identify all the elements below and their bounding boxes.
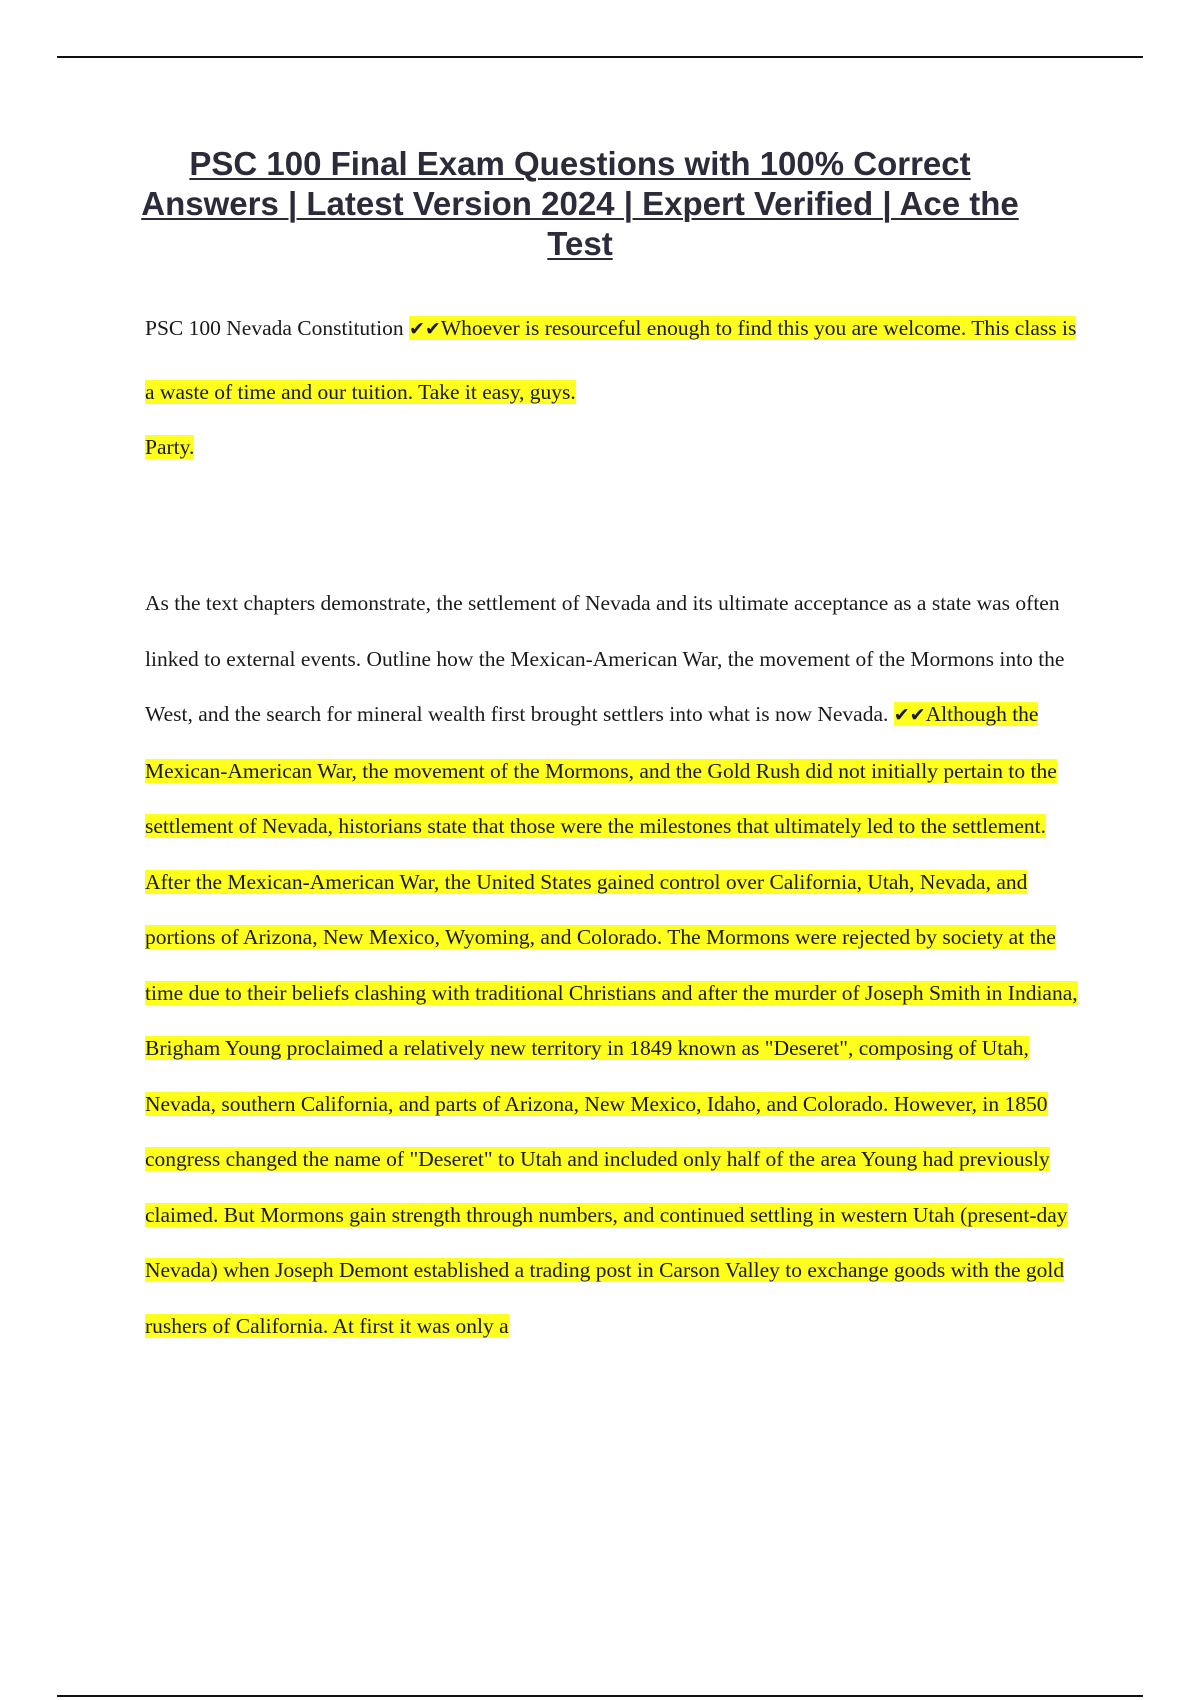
bottom-rule [57,1695,1143,1697]
entry-2 [145,576,1090,1354]
answer-continued-text: Party. [145,435,195,459]
question-text: PSC 100 Nevada Constitution [145,316,404,340]
top-rule [57,56,1143,58]
document-title: PSC 100 Final Exam Questions with 100% Correct Answers | Latest Version 2024 | Expert Verified | Ace the Test [141,145,1019,262]
answer-highlight [145,702,1078,1338]
check-mark-icon: ✔✔ [408,318,441,340]
answer-text: Whoever is resourceful enough to find this you are welcome. This class is a waste of time and our tuition. Take it easy, guys. [145,316,1077,404]
answer-text: Although the Mexican-American War, the movement of the Mormons, and the Gold Rush did not initially pertain to the settlement of Nevada, historians state that those were the milestones that ultimately led to the settlement. After the Mexican-American War, the United States gained control over California, Utah, Nevada, and portions of Arizona, New Mexico, Wyoming, and Colorado. The Mormons were rejected by society at the time due to their beliefs clashing with traditional Christians and after the murder of Joseph Smith in Indiana, Brigham Young proclaimed a relatively new territory in 1849 known as "Deseret", composing of Utah, Nevada, southern California, and parts of Arizona, New Mexico, Idaho, and Colorado. However, in 1850 congress changed the name of "Deseret" to Utah and included only half of the area Young had previously claimed. But Mormons gain strength through numbers, and continued settling in western Utah (present-day Nevada) when Joseph Demont established a trading post in Carson Valley to exchange goods with the gold rushers of California. At first it was only a [145,702,1078,1338]
question-text: As the text chapters demonstrate, the settlement of Nevada and its ultimate acceptance as a state was often linked to external events. Outline how the Mexican-American War, the movement of the Mormons into the West, and the search for mineral wealth first brought settlers into what is now Nevada. [145,591,1065,726]
entry-1-continued [145,427,1090,467]
check-mark-icon: ✔✔ [893,704,926,726]
entry-1 [145,297,1090,424]
